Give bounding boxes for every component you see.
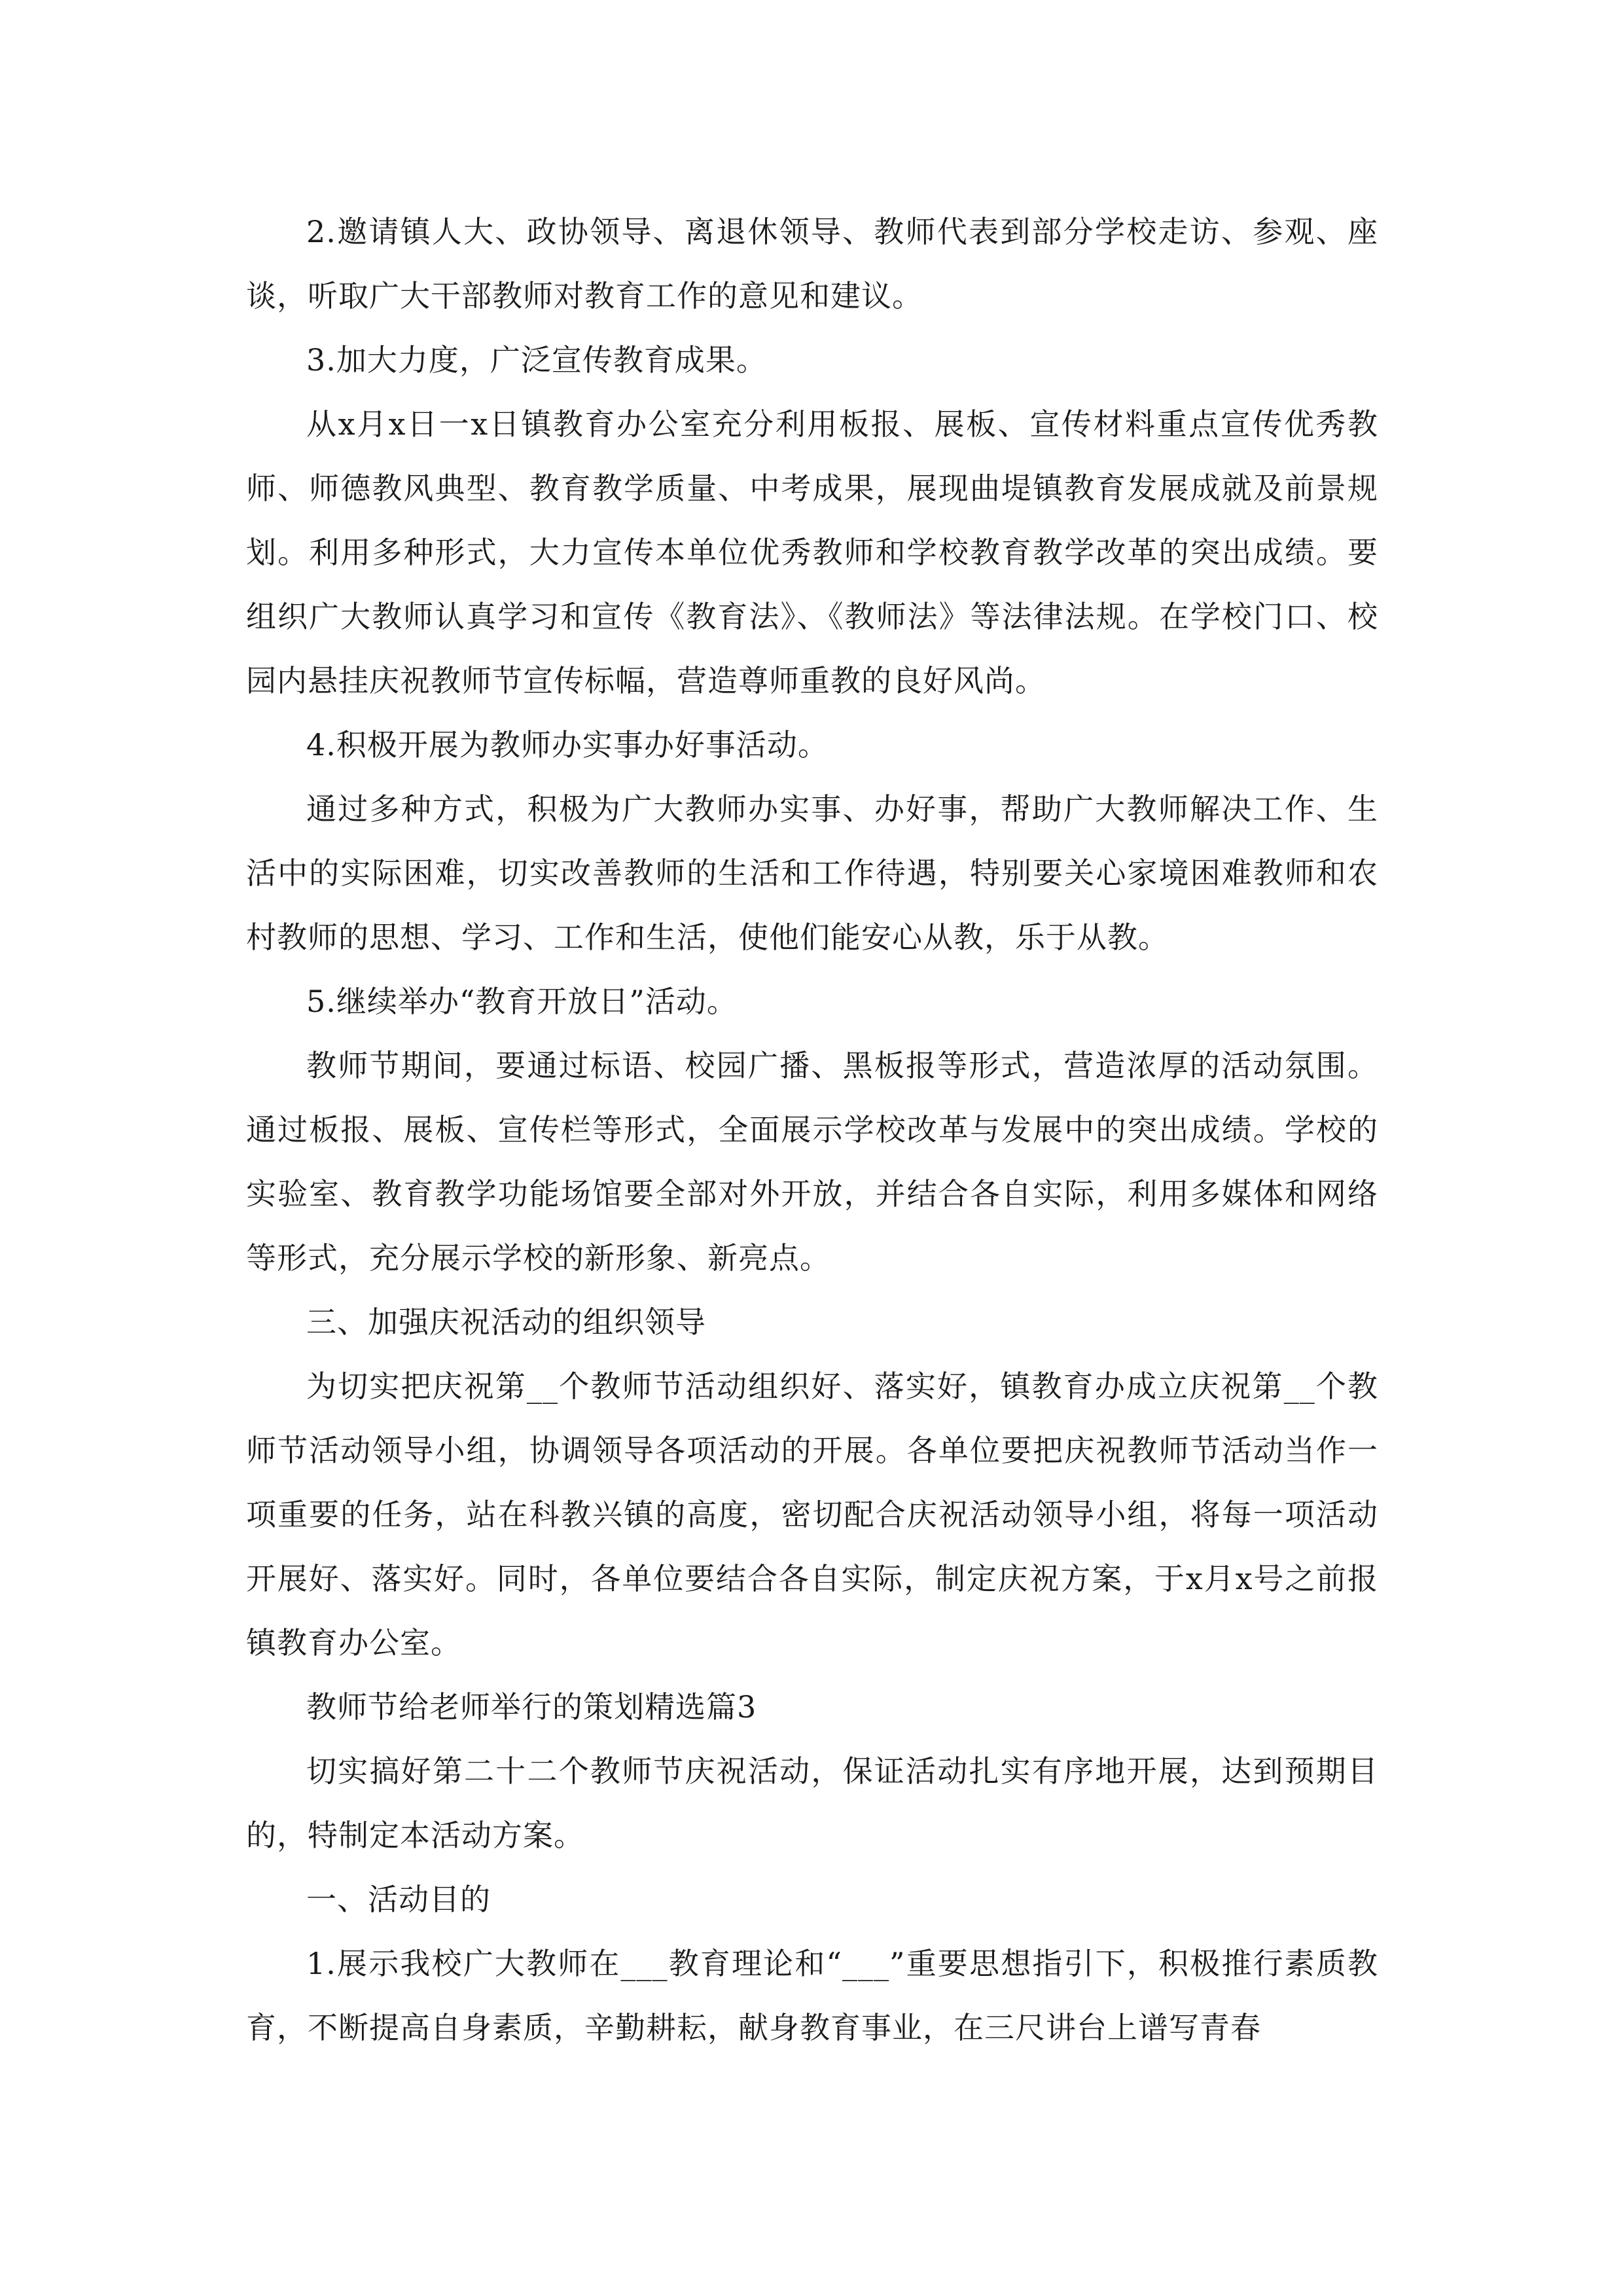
paragraph-item-2: 2.邀请镇人大、政协领导、离退休领导、教师代表到部分学校走访、参观、座谈，听取广大干部教师对教育工作的意见和建议。 bbox=[246, 214, 1378, 314]
paragraph-open-day: 教师节期间，要通过标语、校园广播、黑板报等形式，营造浓厚的活动氛围。通过板报、展板、宣传栏等形式，全面展示学校改革与发展中的突出成绩。学校的实验室、教育教学功能场馆要全部对外开放，并结合各自实际，利用多媒体和网络等形式，充分展示学校的新形象、新亮点。 bbox=[246, 1048, 1378, 1276]
article-title-part-3: 教师节给老师举行的策划精选篇3 bbox=[306, 1689, 757, 1725]
paragraph-intro: 切实搞好第二十二个教师节庆祝活动，保证活动扎实有序地开展，达到预期目的，特制定本活动方案。 bbox=[246, 1753, 1378, 1853]
paragraph-goal-1: 1.展示我校广大教师在___教育理论和“___”重要思想指引下，积极推行素质教育，不断提高自身素质，辛勤耕耘，献身教育事业，在三尺讲台上谱写青春 bbox=[246, 1946, 1378, 2045]
paragraph-publicity: 从x月x日一x日镇教育办公室充分利用板报、展板、宣传材料重点宣传优秀教师、师德教风典型、教育教学质量、中考成果，展现曲堤镇教育发展成就及前景规划。利用多种形式，大力宣传本单位优秀教师和学校教育教学改革的突出成绩。要组织广大教师认真学习和宣传《教育法》、《教师法》等法律法规。在学校门口、校园内悬挂庆祝教师节宣传标幅，营造尊师重教的良好风尚。 bbox=[246, 406, 1378, 698]
paragraph-practical-help: 通过多种方式，积极为广大教师办实事、办好事，帮助广大教师解决工作、生活中的实际困难，切实改善教师的生活和工作待遇，特别要关心家境困难教师和农村教师的思想、学习、工作和生活，使他们能安心从教，乐于从教。 bbox=[246, 791, 1378, 955]
document-body bbox=[246, 200, 1378, 2060]
paragraph-item-3-heading: 3.加大力度，广泛宣传教育成果。 bbox=[306, 342, 767, 378]
paragraph-item-4-heading: 4.积极开展为教师办实事办好事活动。 bbox=[306, 727, 829, 762]
paragraph-leadership: 为切实把庆祝第__个教师节活动组织好、落实好，镇教育办成立庆祝第__个教师节活动领导小组，协调领导各项活动的开展。各单位要把庆祝教师节活动当作一项重要的任务，站在科教兴镇的高度，密切配合庆祝活动领导小组，将每一项活动开展好、落实好。同时，各单位要结合各自实际，制定庆祝方案，于x月x号之前报镇教育办公室。 bbox=[246, 1369, 1378, 1660]
paragraph-item-5-heading: 5.继续举办“教育开放日”活动。 bbox=[306, 984, 738, 1019]
section-heading-3: 三、加强庆祝活动的组织领导 bbox=[306, 1304, 706, 1340]
section-heading-1: 一、活动目的 bbox=[306, 1882, 491, 1917]
